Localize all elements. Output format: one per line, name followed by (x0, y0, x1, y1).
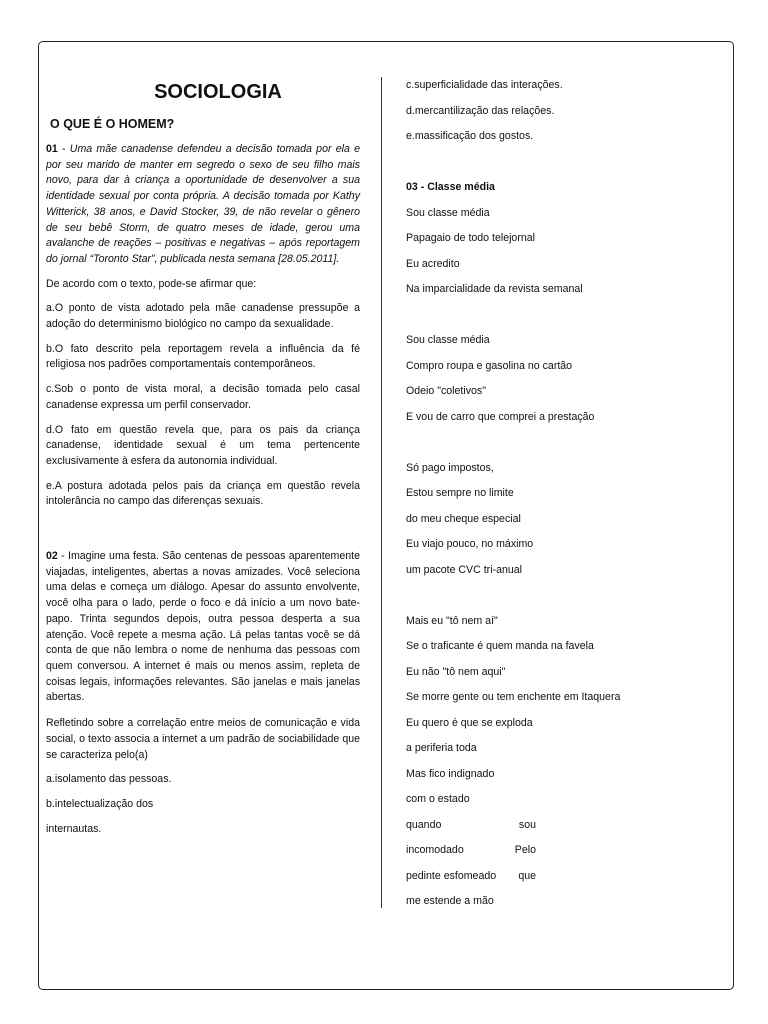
question-1-option-d: d.O fato em questão revela que, para os pais da criança canadense, identidade sexual é um tema pertencente exclusivamente à esfera da autonomia individual. (46, 423, 360, 467)
poem-line-justified (406, 818, 536, 844)
right-column (406, 78, 706, 920)
poem-line: Compro roupa e gasolina no cartão (406, 359, 573, 372)
poem-line: Na imparcialidade da revista semanal (406, 283, 583, 295)
poem-line: Estou sempre no limite (406, 487, 514, 499)
spacer (46, 519, 360, 549)
spacer (406, 588, 706, 614)
spacer (406, 308, 706, 334)
question-2-option-a: a.isolamento das pessoas. (46, 773, 172, 786)
question-1-number: 01 (46, 143, 58, 155)
poem-word: quando (406, 818, 442, 831)
section-subtitle: O QUE É O HOMEM? (50, 117, 175, 131)
poem-line: Se o traficante é quem manda na favela (406, 640, 594, 652)
column-divider (381, 77, 382, 908)
poem-line: Odeio "coletivos" (406, 385, 486, 397)
question-1-option-c: c.Sob o ponto de vista moral, a decisão tomada pelo casal canadense expressa um perfil conservador. (46, 383, 360, 411)
poem-line: Mas fico indignado (406, 767, 495, 780)
poem-word: que (518, 869, 536, 882)
poem-line: Mais eu "tô nem aí" (406, 614, 498, 627)
poem-line: E vou de carro que comprei a prestação (406, 410, 595, 423)
poem-word: incomodado (406, 844, 464, 856)
question-3-heading: 03 - Classe média (406, 181, 495, 193)
question-2-option-d: d.mercantilização das relações. (406, 104, 555, 117)
poem-line-justified (406, 843, 536, 869)
question-1-option-b: b.O fato descrito pela reportagem revela a influência da fé religiosa nos padrões comportamentais contemporâneos. (46, 342, 360, 371)
question-1-prompt: De acordo com o texto, pode-se afirmar que: (46, 277, 257, 290)
poem-line: me estende a mão (406, 895, 494, 907)
question-1-option-a: a.O ponto de vista adotado pela mãe canadense pressupõe a adoção do determinismo biológico no campo da sexualidade. (46, 302, 360, 331)
question-2-option-b: b.intelectualização dos (46, 797, 154, 810)
left-column (46, 78, 360, 846)
poem-line: Papagaio de todo telejornal (406, 232, 535, 244)
question-1-dash: - (57, 143, 70, 155)
poem-line: a periferia toda (406, 742, 477, 754)
question-2-text (46, 549, 360, 706)
poem-line: do meu cheque especial (406, 512, 521, 525)
question-1-text (46, 142, 360, 268)
question-2-option-b-cont: internautas. (46, 822, 102, 835)
poem-line: um pacote CVC tri-anual (406, 563, 522, 576)
spacer (406, 155, 706, 181)
question-2-passage: Imagine uma festa. São centenas de pessoas aparentemente viajadas, inteligentes, abertas a novas amizades. Você seleciona uma delas e começa um diálogo. Apesar do assunto envolvente, você olha para o lado, perde o foco e dá início a um novo bate-papo. Trinta segundos depois, outra pessoa desperta a sua atenção. Você repete a mesma ação. Lá pelas tantas você se dá conta de que não lembra o nome de nenhuma das pessoas com quem conversou. A internet é mais ou menos assim, repleta de coisas legais, informações relevantes. São janelas e mais janelas abertas. (46, 550, 360, 704)
poem-line: com o estado (406, 793, 470, 805)
question-1-passage: Uma mãe canadense defendeu a decisão tomada por ela e por seu marido de manter em segredo o sexo de seu filho mais novo, para dar à criança a oportunidade de desenvolver a sua identidade sexual por conta própria. A decisão tomada por Kathy Witterick, 38 anos, e David Stocker, 39, de não revelar o gênero de seu bebê Storm, de quatro meses de idade, gerou uma avalanche de reações – positivas e negativas – após reportagem do jornal “Toronto Star”, publicada nesta semana [28.05.2011]. (46, 143, 360, 265)
poem-word: sou (518, 818, 536, 831)
question-2-prompt: Refletindo sobre a correlação entre meios de comunicação e vida social, o texto associa a internet a um padrão de sociabilidade que se caracteriza pelo(a) (46, 717, 360, 761)
poem-line: Eu não "tô nem aqui" (406, 665, 506, 678)
page-title: SOCIOLOGIA (154, 81, 282, 103)
question-2-option-c: c.superficialidade das interações. (406, 79, 563, 91)
question-2-option-e: e.massificação dos gostos. (406, 130, 534, 142)
spacer (406, 435, 706, 461)
question-2-dash: - (57, 550, 69, 563)
poem-line: Só pago impostos, (406, 461, 494, 474)
poem-line: Sou classe média (406, 206, 490, 219)
poem-word: Pelo (514, 844, 536, 856)
poem-line: Eu viajo pouco, no máximo (406, 538, 534, 550)
question-2-number: 02 (46, 550, 58, 563)
poem-line: Se morre gente ou tem enchente em Itaquera (406, 691, 621, 703)
poem-word: pedinte esfomeado (406, 869, 497, 882)
poem-line-justified (406, 869, 536, 895)
poem-line: Sou classe média (406, 334, 490, 346)
question-1-option-e: e.A postura adotada pelos pais da criança em questão revela intolerância no campo das diferenças sexuais. (46, 479, 360, 508)
poem-line: Eu acredito (406, 257, 460, 270)
poem-line: Eu quero é que se exploda (406, 716, 533, 729)
